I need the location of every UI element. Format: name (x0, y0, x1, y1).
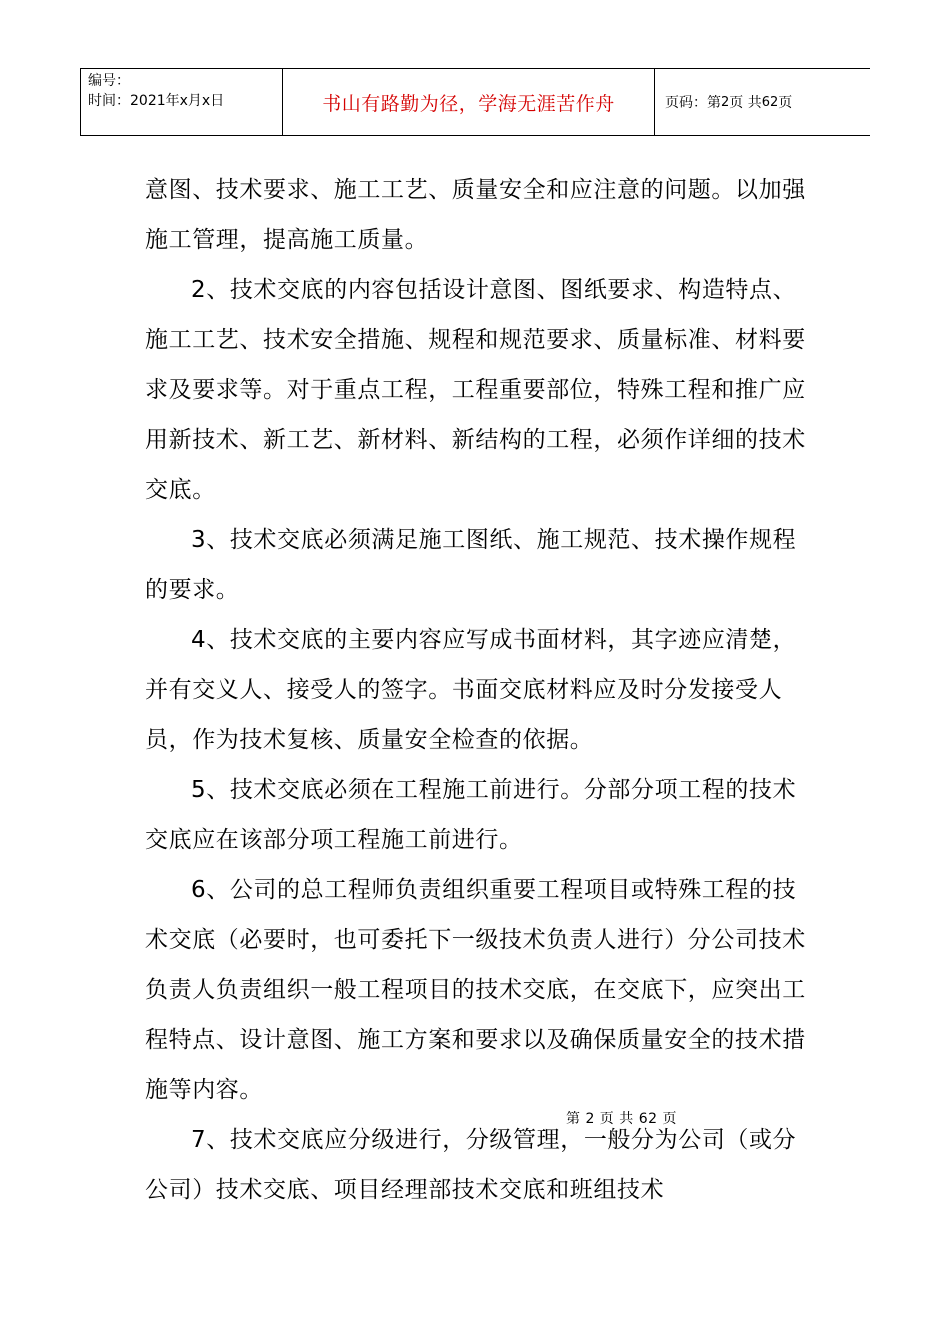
header-page-cell (655, 69, 870, 135)
page-info-prefix: 页码：第 (665, 95, 721, 111)
paragraph: 3、技术交底必须满足施工图纸、施工规范、技术操作规程的要求。 (145, 527, 797, 603)
motto-text: 书山有路勤为径，学海无涯苦作舟 (322, 92, 615, 115)
page-info-suffix: 页 (778, 95, 793, 111)
header-meta-cell (81, 69, 283, 135)
paragraph: 7、技术交底应分级进行，分级管理，一般分为公司（或分公司）技术交底、项目经理部技术交底和班组技术 (145, 1127, 797, 1203)
paragraph: 5、技术交底必须在工程施工前进行。分部分项工程的技术交底应在该部分项工程施工前进行。 (145, 777, 797, 853)
paragraph: 4、技术交底的主要内容应写成书面材料，其字迹应清楚，并有交义人、接受人的签字。书面交底材料应及时分发接受人员，作为技术复核、质量安全检查的依据。 (145, 627, 797, 753)
page-info-mid: 页 共 (729, 95, 762, 111)
serial-number-label: 编号： (88, 73, 130, 89)
paragraph: 意图、技术要求、施工工艺、质量安全和应注意的问题。以加强施工管理，提高施工质量。 (145, 177, 806, 253)
page-footer: 第 2 页 共 62 页 (566, 1111, 677, 1127)
header-motto-cell (283, 69, 655, 135)
page-total: 62 (761, 94, 779, 110)
page-current: 2 (721, 94, 730, 110)
date-label: 时间：2021年x月x日 (88, 93, 225, 109)
paragraph: 6、公司的总工程师负责组织重要工程项目或特殊工程的技术交底（必要时，也可委托下一级技术负责人进行）分公司技术负责人负责组织一般工程项目的技术交底，在交底下，应突出工程特点、设计意图、施工方案和要求以及确保质量安全的技术措施等内容。 (145, 877, 806, 1103)
paragraph: 2、技术交底的内容包括设计意图、图纸要求、构造特点、施工工艺、技术安全措施、规程和规范要求、质量标准、材料要求及要求等。对于重点工程，工程重要部位，特殊工程和推广应用新技术、新工艺、新材料、新结构的工程，必须作详细的技术交底。 (145, 277, 806, 503)
document-body (145, 165, 810, 1215)
document-header-table (80, 68, 870, 136)
